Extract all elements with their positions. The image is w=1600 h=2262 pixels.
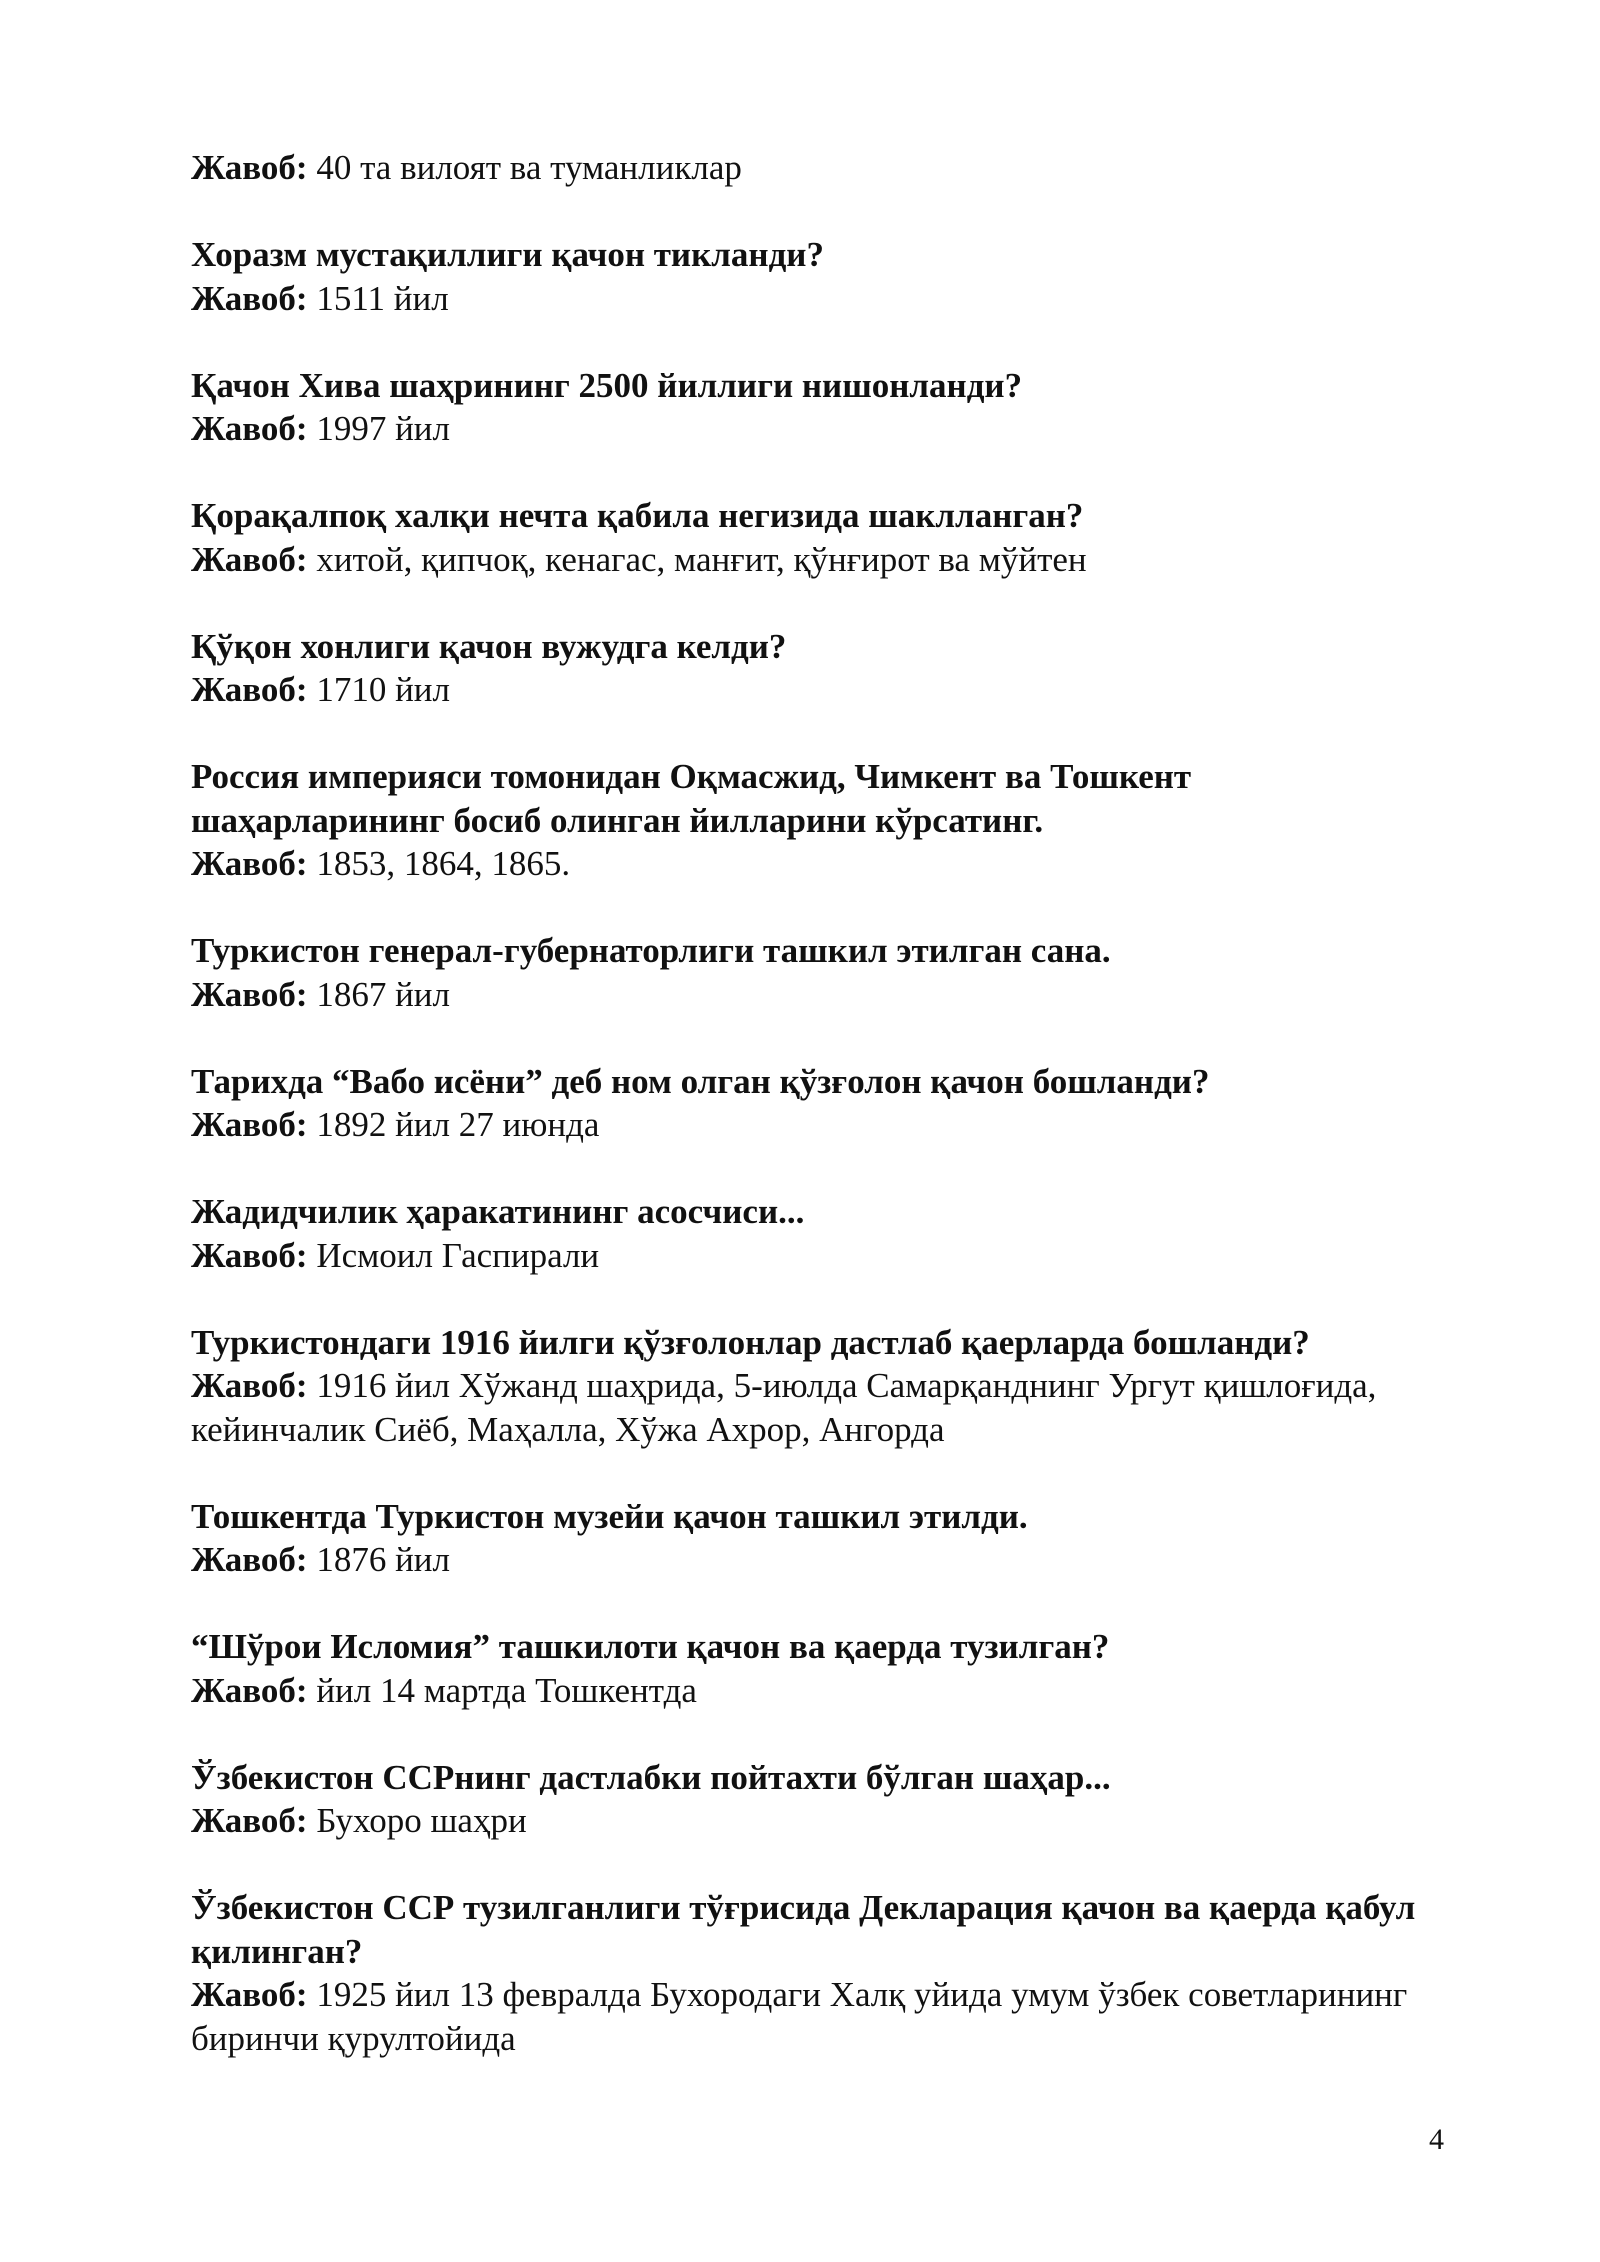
qa-item — [191, 625, 1451, 712]
answer-text: 1853, 1864, 1865. — [316, 844, 571, 883]
question-text: Тошкентда Туркистон музейи қачон ташкил этилди. — [191, 1496, 1028, 1536]
answer-line — [191, 1103, 1451, 1147]
answer-label: Жавоб: — [191, 1670, 308, 1710]
qa-item — [191, 1190, 1451, 1277]
qa-item — [191, 494, 1451, 581]
answer-text: 1867 йил — [316, 974, 450, 1014]
question-text: Жадидчилик ҳаракатининг асосчиси... — [191, 1192, 805, 1231]
answer-line — [191, 973, 1451, 1017]
answer-label: Жавоб: — [191, 1540, 308, 1579]
answer-line — [191, 1538, 1451, 1582]
answer-label: Жавоб: — [191, 1105, 308, 1144]
question-text: Россия империяси томонидан Оқмасжид, Чимкент ва Тошкент шаҳарларининг босиб олинган йилларини кўрсатинг. — [191, 757, 1192, 840]
qa-item — [191, 1060, 1451, 1147]
answer-line — [191, 1973, 1451, 2060]
answer-label: Жавоб: — [191, 148, 308, 187]
answer-text: Бухоро шаҳри — [316, 1801, 527, 1840]
answer-text: 1892 йил 27 июнда — [316, 1105, 600, 1144]
answer-label: Жавоб: — [191, 1235, 308, 1275]
answer-label: Жавоб: — [191, 409, 308, 448]
question-text: Тарихда “Вабо исёни” деб ном олган қўзғолон қачон бошланди? — [191, 1061, 1210, 1101]
qa-item — [191, 1321, 1451, 1452]
qa-item — [191, 364, 1451, 451]
answer-text: 1876 йил — [316, 1540, 450, 1579]
answer-line — [191, 277, 1451, 321]
question-text: Туркистондаги 1916 йилги қўзғолонлар дастлаб қаерларда бошланди? — [191, 1322, 1310, 1362]
question-text: Ўзбекистон ССР тузилганлиги тўғрисида Декларация қачон ва қаерда қабул қилинган? — [191, 1888, 1416, 1971]
answer-label: Жавоб: — [191, 1366, 308, 1405]
answer-label: Жавоб: — [191, 1975, 308, 2014]
answer-line — [191, 1799, 1451, 1843]
qa-item — [191, 1886, 1451, 2060]
qa-item — [191, 1495, 1451, 1582]
answer-label: Жавоб: — [191, 844, 308, 883]
qa-item — [191, 755, 1451, 886]
answer-line — [191, 1669, 1451, 1713]
answer-line — [191, 668, 1451, 712]
qa-item-intro — [191, 146, 1451, 190]
qa-item — [191, 1756, 1451, 1843]
qa-item — [191, 929, 1451, 1016]
qa-item — [191, 1625, 1451, 1712]
answer-text: 1997 йил — [316, 409, 450, 448]
answer-text: 1916 йил Хўжанд шаҳрида, 5-июлда Самарқанднинг Ургут қишлоғида, кейинчалик Сиёб, Маҳалла, Хўжа Ахрор, Ангорда — [191, 1366, 1377, 1449]
question-text: Қорақалпоқ халқи нечта қабила негизида шаклланган? — [191, 496, 1084, 535]
answer-line — [191, 1234, 1451, 1278]
answer-line — [191, 1364, 1451, 1451]
answer-line — [191, 538, 1451, 582]
answer-text: 1925 йил 13 февралда Бухородаги Халқ уйида умум ўзбек советларининг биринчи қурултойида — [191, 1975, 1408, 2058]
question-text: Туркистон генерал-губернаторлиги ташкил этилган сана. — [191, 931, 1111, 970]
answer-line — [191, 842, 1451, 886]
answer-line — [191, 407, 1451, 451]
question-text: Ўзбекистон ССРнинг дастлабки пойтахти бўлган шаҳар... — [191, 1757, 1111, 1797]
question-text: Хоразм мустақиллиги қачон тикланди? — [191, 235, 824, 274]
answer-text: хитой, қипчоқ, кенагас, манғит, қўнғирот ва мўйтен — [316, 539, 1087, 579]
answer-label: Жавоб: — [191, 1801, 308, 1840]
answer-label: Жавоб: — [191, 974, 308, 1014]
answer-text: йил 14 мартда Тошкентда — [316, 1670, 697, 1710]
answer-text: Исмоил Гаспирали — [316, 1235, 600, 1275]
question-text: “Шўрои Исломия” ташкилоти қачон ва қаерда тузилган? — [191, 1627, 1110, 1666]
answer-label: Жавоб: — [191, 278, 308, 318]
answer-text: 40 та вилоят ва туманликлар — [316, 148, 742, 187]
page-number: 4 — [1429, 2123, 1444, 2156]
answer-line — [191, 146, 1451, 190]
answer-label: Жавоб: — [191, 670, 308, 709]
answer-text: 1511 йил — [316, 278, 449, 318]
answer-label: Жавоб: — [191, 539, 308, 579]
question-text: Қачон Хива шаҳрининг 2500 йиллиги нишонланди? — [191, 365, 1023, 405]
question-text: Қўқон хонлиги қачон вужудга келди? — [191, 626, 787, 666]
qa-item — [191, 233, 1451, 320]
answer-text: 1710 йил — [316, 670, 450, 709]
qa-list — [191, 146, 1451, 2104]
